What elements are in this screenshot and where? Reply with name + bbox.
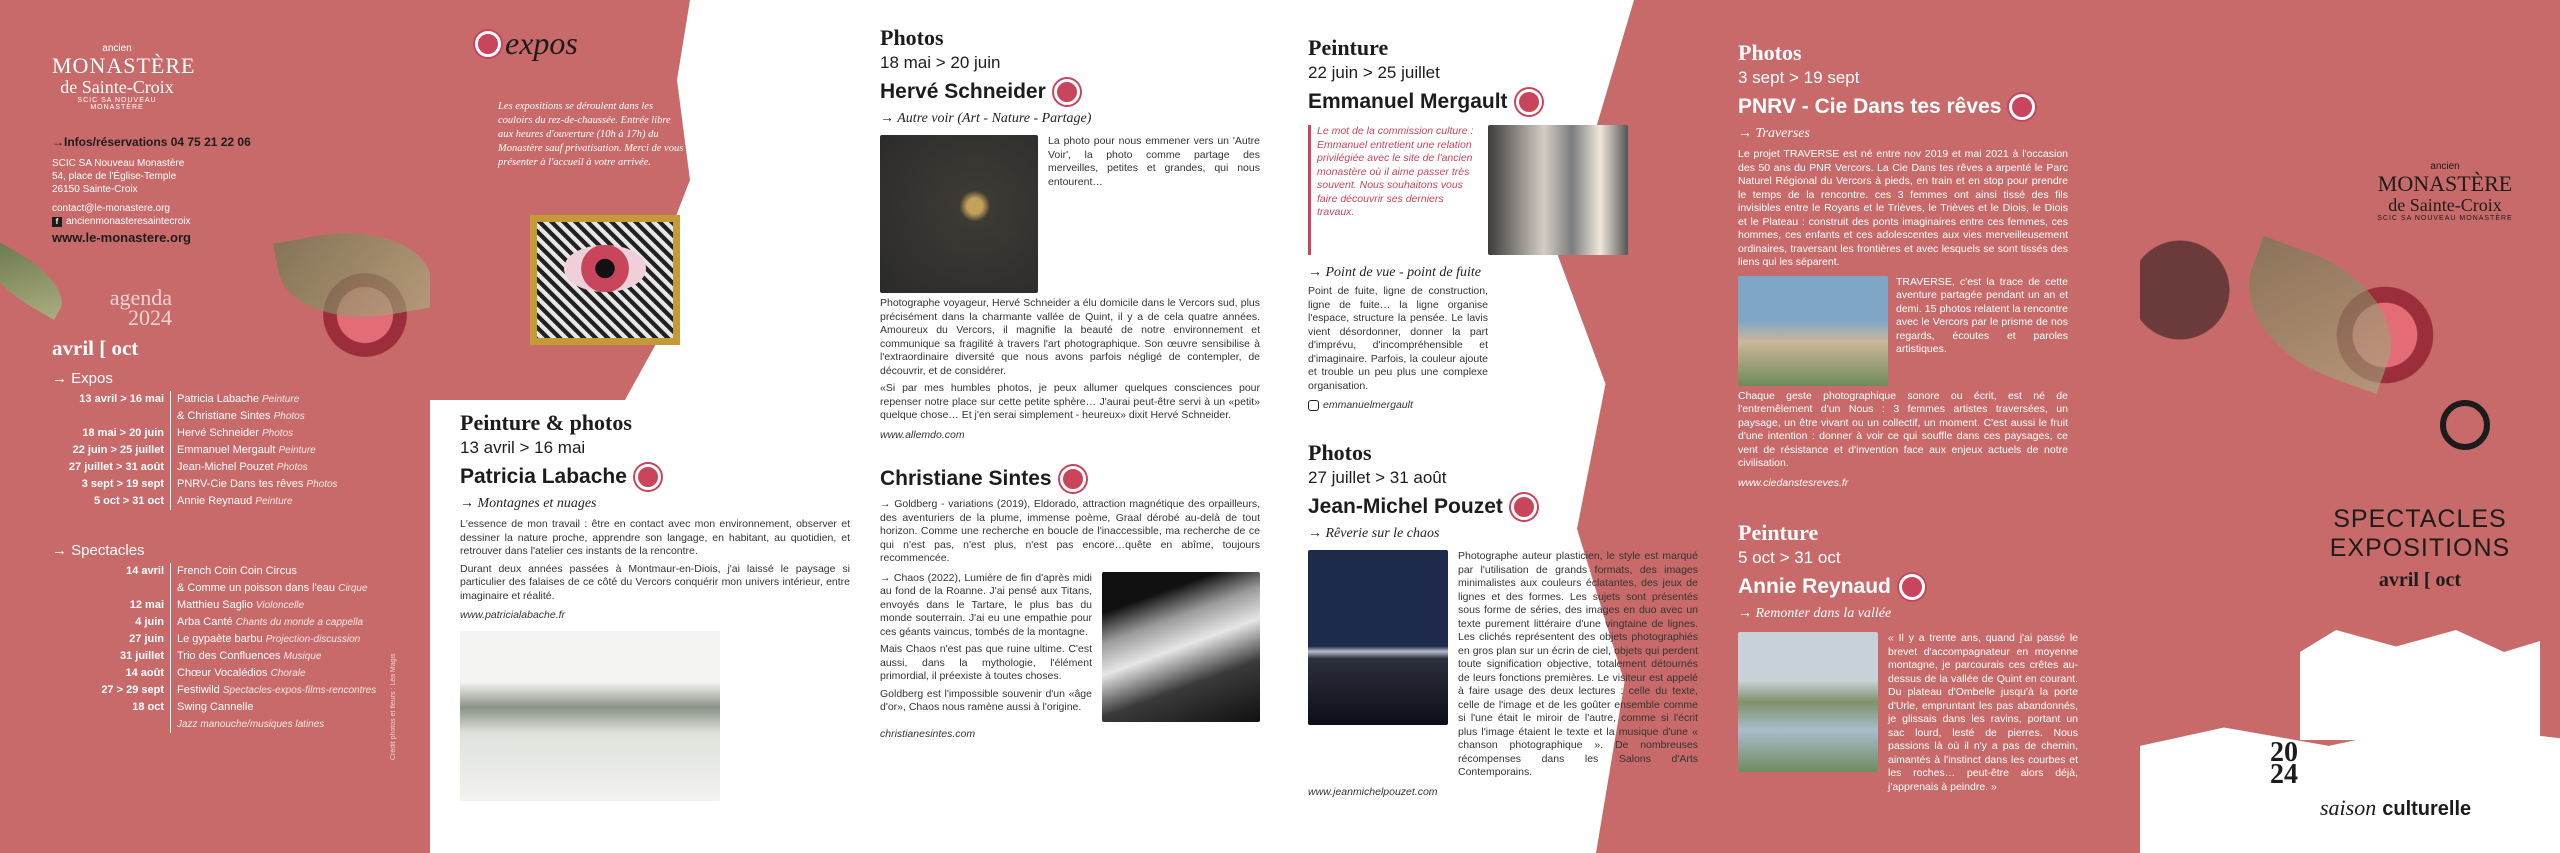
flower-icon: [475, 31, 501, 57]
section-head: Peinture: [1738, 520, 1819, 545]
agenda-entry: [170, 682, 376, 699]
artwork-subtitle: → Montagnes et nuages: [460, 496, 597, 511]
valley-painting: [1738, 632, 1878, 772]
agenda-row: [52, 493, 392, 510]
agenda-entry: [170, 597, 304, 614]
artist-url[interactable]: www.patricialabache.fr: [460, 609, 566, 621]
agenda-category: Chorale: [270, 668, 306, 679]
agenda-row: [52, 665, 392, 682]
agenda-category: Projection-discussion: [265, 634, 361, 645]
agenda-name: Arba Canté: [177, 616, 233, 628]
artist-name-label: Christiane Sintes: [880, 467, 1052, 490]
annie-section: [1738, 520, 2078, 794]
agenda-date: 27 > 29 sept: [101, 684, 164, 696]
artist-text: Photographe auteur plasticien, le style est marqué par l'utilisation de grands formats, des images minimalistes aux couleurs éclatantes, des jeux de lignes et des formes. Les sujets sont présentés sous forme de séries, des images en duo avec un texte purement littéraire d'une vingtaine de lignes. Les clichés représentent des objets photographiés en gros plan sur un écrin de ciel, objets qui perdent toute signification objective, totalement détournés de leurs fonctions premières. Le visiteur est appelé à faire usage des deux lectures : celle du texte, celle de l'image et de les goûter ensemble comme si l'une était le miroir de l'autre, comme si l'écrit plus l'image étaient le texte et la musique d'une « chanson photographique ». De nombreuses récompenses dans les Salons d'Arts Contemporains.: [1458, 550, 1698, 778]
flower-icon: [1060, 466, 1086, 492]
agenda-name: Swing Cannelle: [177, 701, 254, 713]
artist-text: L'essence de mon travail : être en contact avec mon environnement, observer et dessiner la nature proche, apprendre son langage, en habitant, au quotidien, et retrouver dans l'atelier ces instants de la rencontre.: [460, 518, 850, 557]
section-head: Photos: [1738, 40, 1802, 65]
agenda-name: Chœur Vocalédios: [177, 667, 268, 679]
expos-frame-image: [530, 215, 680, 345]
expos-title: → Expos: [52, 370, 113, 387]
logo-top: ancien: [102, 43, 132, 54]
emmanuel-section: [1308, 35, 1668, 411]
agenda-category: Musique: [283, 651, 322, 662]
agenda-date: 18 mai > 20 juin: [82, 427, 164, 439]
agenda-category: Photos: [262, 428, 294, 439]
expos-list: [52, 370, 392, 510]
artwork-subtitle: → Autre voir (Art - Nature - Partage): [880, 111, 1092, 126]
agenda-row: [52, 442, 392, 459]
website-link[interactable]: www.le-monastere.org: [52, 230, 191, 245]
flower-icon: [635, 464, 661, 490]
logo-sub: de Sainte-Croix: [2388, 195, 2502, 215]
agenda-date: 31 juillet: [119, 650, 164, 662]
year-top: 20: [2270, 737, 2298, 768]
agenda-entry: [170, 425, 293, 442]
jm-section: [1308, 440, 1698, 798]
agenda-date: [52, 716, 164, 733]
agenda-entry: [170, 631, 360, 648]
flower-icon: [1511, 494, 1537, 520]
agenda-name: Festiwild: [177, 684, 220, 696]
left-panel: [0, 0, 430, 853]
agenda-row: [52, 425, 392, 442]
artwork-subtitle: → Traverses: [1738, 126, 1810, 141]
agenda-name: French Coin Coin Circus: [177, 565, 297, 577]
agenda-entry: [170, 665, 306, 682]
artist-text: Goldberg est l'impossible souvenir d'un «âge d'or», Chaos nous ramène aussi à l'origine.: [880, 687, 1092, 713]
agenda-name: Le gypaète barbu: [177, 633, 263, 645]
agenda-date: 4 juin: [135, 616, 164, 628]
artist-name-label: PNRV - Cie Dans tes rêves: [1738, 95, 2002, 118]
section-date: 18 mai > 20 juin: [880, 53, 1001, 72]
section-head: Peinture: [1308, 35, 1389, 60]
painting-image: [460, 631, 720, 801]
agenda-date: 14 avril: [126, 565, 164, 577]
agenda-block: [52, 285, 172, 330]
artist-text: Mais Chaos n'est pas que ruine ultime. C'est aussi, dans la mythologie, l'élément primordial, il préexiste à toutes choses.: [880, 643, 1092, 682]
artist-name-label: Jean-Michel Pouzet: [1308, 495, 1503, 518]
scribble-decoration: [2300, 630, 2540, 740]
artist-text: Le projet TRAVERSE est né entre nov 2019 et mai 2021 à l'occasion des 50 ans du PNR Vercors. La Cie Dans tes rêves a arpenté le Parc Naturel Régional du Vercors à pieds, en train et en stop pour prendre le temps de la rencontre. ces 3 femmes ont ainsi tissé des fils invisibles entre le Royans et le Trièves, le Trièves et le Diois, le Diois et le Plateau : construit des ponts imaginaires entre ces femmes, ces hommes, ces enfants et ces adolescentes aux vies merveilleusement ordinaires, traversant les frontières et avec lesquels se sont tissés des liens qui les séparent.: [1738, 148, 2068, 268]
agenda-entry: [170, 563, 297, 580]
agenda-date: 22 juin > 25 juillet: [72, 444, 164, 456]
landscape-photo: [1738, 276, 1888, 386]
agenda-row: [52, 716, 392, 733]
artist-name: [880, 79, 1260, 105]
artist-text: → Chaos (2022), Lumière de fin d'après midi au fond de la Roanne. J'ai pensé aux Titans, envoyés dans le Tartare, le plus bas du monde souterrain. J'ai eu une empathie pour ces géants vaincus, tombés de la montagne.: [880, 571, 1092, 638]
instagram-link[interactable]: [1308, 399, 1668, 411]
artist-text: Point de fuite, ligne de construction, ligne de fuite… la ligne organise l'espace, structure la pensée. Le lavis vient désordonner, donner la part d'imprévu, d'incompréhensible et d'imaginaire. Parfois, la couleur ajoute et trouble un peu plus une complexe organisation.: [1308, 285, 1488, 392]
agenda-name: Jean-Michel Pouzet: [177, 461, 274, 473]
logo-top: ancien: [2430, 161, 2460, 172]
flower-icon: [1054, 79, 1080, 105]
cover-year: [2270, 737, 2298, 790]
agenda-range: avril [ oct: [52, 336, 139, 360]
spectacles-list: [52, 542, 392, 733]
agenda-row: [52, 631, 392, 648]
artist-text: « Il y a trente ans, quand j'ai passé le brevet d'accompagnateur en moyenne montagne, je parcourais ces crêtes au-dessus de la vallée de Quint en courant. Du plateau d'Ombelle jusqu'à la porte d'Urle, empruntant les pas abandonnés, je glissais dans les ravins, portant un sac lourd, lesté de pierres. Nous passions là où il n'y a pas de chemin, aimantés à l'instinct dans les courbes et les roches… peut-être alors déjà, j'apprenais à peindre. »: [1888, 632, 2078, 793]
agenda-row: [52, 459, 392, 476]
info-line: →Infos/réservations 04 75 21 22 06: [52, 135, 251, 149]
saison-word: saison: [2320, 795, 2377, 820]
agenda-entry: [170, 699, 253, 716]
photo-credit: Crédit photos et fleurs : Léa Magis: [390, 653, 397, 760]
facebook-label: ancienmonasteresaintecroix: [66, 216, 191, 227]
agenda-category: Photos: [276, 462, 308, 473]
agenda-entry: [170, 408, 305, 425]
year-bottom: 24: [2270, 759, 2298, 790]
section-head: Photos: [880, 25, 944, 50]
agenda-category: Cirque: [338, 583, 368, 594]
agenda-entry: [170, 442, 316, 459]
logo-main: MONASTÈRE: [52, 53, 196, 78]
artist-url[interactable]: www.allemdo.com: [880, 428, 965, 441]
ring-decoration: [2440, 400, 2490, 450]
agenda-category: Spectacles-expos-films-rencontres: [222, 685, 377, 696]
agenda-category: Peinture: [278, 445, 316, 456]
flower-icon: [2009, 94, 2035, 120]
agenda-name: Emmanuel Mergault: [177, 444, 276, 456]
artist-name: [1738, 94, 2068, 120]
section-date: 22 juin > 25 juillet: [1308, 63, 1440, 82]
agenda-row: [52, 682, 392, 699]
agenda-name: Matthieu Saglio: [177, 599, 253, 611]
agenda-name: Trio des Confluences: [177, 650, 281, 662]
agenda-name: & Christiane Sintes: [177, 410, 271, 422]
instagram-label: emmanuelmergault: [1323, 399, 1413, 411]
agenda-name: Annie Reynaud: [177, 495, 253, 507]
agenda-category: Peinture: [262, 394, 300, 405]
artist-text: La photo pour nous emmener vers un 'Autre Voir', la photo comme partage des merveilles, petites et grandes, qui nous entourent…: [1048, 135, 1260, 188]
agenda-row: [52, 597, 392, 614]
chaos-photo: [1308, 550, 1448, 725]
artwork-subtitle: → Point de vue - point de fuite: [1308, 265, 1482, 280]
agenda-entry: [170, 476, 338, 493]
expos-title: expos: [505, 25, 578, 61]
artist-text: Durant deux années passées à Montmaur-en-Diois, j'ai laissé le paysage si particulier des falaises de ce côté du Vercors conquérir mon univers intérieur, entre imaginaire et réalité.: [460, 562, 850, 602]
mid-panel: [1280, 0, 1710, 853]
chaos-photo: [1102, 572, 1260, 722]
agenda-entry: [170, 459, 308, 476]
agenda-row: [52, 580, 392, 597]
agenda-category: Jazz manouche/musiques latines: [177, 719, 325, 730]
section-date: 3 sept > 19 sept: [1738, 68, 1860, 87]
artist-url[interactable]: christianesintes.com: [880, 727, 976, 740]
agenda-category: Photos: [306, 479, 338, 490]
artist-text: «Si par mes humbles photos, je peux allumer quelques consciences pour repenser notre place sur cette petite sphère… J'aurai peut-être servi à un «petit» quelque chose… Et j'en serai simplement - heureux» dixit Hervé Schneider.: [880, 382, 1260, 421]
cover-range: avril [ oct: [2378, 569, 2462, 591]
agenda-row: [52, 563, 392, 580]
agenda-date: 5 oct > 31 oct: [93, 495, 164, 507]
agenda-date: 14 août: [125, 667, 164, 679]
expos-heading: [475, 25, 578, 62]
cover-title-line: EXPOSITIONS: [2329, 534, 2511, 562]
artist-text: TRAVERSE, c'est la trace de cette aventure partagée pendant un an et demi. 15 photos relatent la rencontre avec le Vercors par le prisme de nos regards, écoutes et paroles artistiques.: [1896, 275, 2068, 355]
agenda-name: Patricia Labache: [177, 393, 259, 405]
agenda-name: PNRV-Cie Dans tes rêves: [177, 478, 304, 490]
herve-section: [880, 25, 1260, 441]
agenda-row: [52, 648, 392, 665]
agenda-date: 13 avril > 16 mai: [79, 393, 164, 405]
agenda-date: 27 juin: [129, 633, 164, 645]
artist-name-label: Annie Reynaud: [1738, 575, 1891, 598]
cover-saison: [2320, 795, 2471, 821]
culturelle-word: culturelle: [2382, 798, 2472, 820]
artist-name: [1738, 574, 2078, 600]
address-line: 26150 Sainte-Croix: [52, 184, 138, 195]
christiane-section: [880, 460, 1260, 740]
agenda-entry: [170, 391, 299, 408]
artist-url[interactable]: www.jeanmichelpouzet.com: [1308, 785, 1438, 798]
artwork-subtitle: → Remonter dans la vallée: [1738, 606, 1892, 621]
cover-title-line: SPECTACLES: [2333, 505, 2507, 533]
artist-name-label: Patricia Labache: [460, 465, 627, 488]
cover-logo: [2370, 160, 2520, 222]
agenda-entry: [170, 648, 321, 665]
instagram-icon: [1308, 400, 1319, 411]
right-info-panel: [1710, 0, 2140, 853]
agenda-date: [52, 580, 164, 597]
section-head: Peinture & photos: [460, 410, 632, 435]
email-link[interactable]: contact@le-monastere.org: [52, 203, 170, 214]
agenda-entry: [170, 493, 293, 510]
flower-icon: [1899, 574, 1925, 600]
agenda-category: Chants du monde a cappella: [235, 617, 364, 628]
address: [52, 157, 312, 196]
insect-photo: [880, 135, 1038, 293]
section-date: 5 oct > 31 oct: [1738, 548, 1841, 567]
agenda-row: [52, 699, 392, 716]
address-line: 54, place de l'Église-Temple: [52, 171, 177, 182]
eye-art: [564, 245, 646, 291]
agenda-row: [52, 476, 392, 493]
logo-tag: SCIC SA NOUVEAU MONASTÈRE: [77, 97, 157, 111]
spectacles-title: → Spectacles: [52, 542, 145, 559]
agenda-date: [52, 408, 164, 425]
artist-text: → Goldberg - variations (2019), Eldorado, attraction magnétique des orpailleurs, des aventuriers de la plume, immense poème, Graal dérobé au-delà de tout horizon. Comme une recherche en boucle de l'inaccessible, ma recherche de ce qui n'est pas, n'est plus, n'est pas encore…quête en abîme, toujours recommencée.: [880, 498, 1260, 564]
cover-title: [2300, 505, 2540, 592]
address-line: SCIC SA Nouveau Monastère: [52, 158, 185, 169]
agenda-entry: [170, 614, 363, 631]
agenda-row: [52, 391, 392, 408]
artist-name: [880, 466, 1260, 492]
artist-name: [1308, 494, 1698, 520]
agenda-category: Photos: [273, 411, 305, 422]
artist-name-label: Emmanuel Mergault: [1308, 90, 1508, 113]
agenda-category: Peinture: [255, 496, 293, 507]
section-date: 27 juillet > 31 août: [1308, 468, 1447, 487]
artwork-subtitle: → Rêverie sur le chaos: [1308, 526, 1440, 541]
expos-panel: [430, 0, 1280, 853]
agenda-date: 18 oct: [132, 701, 164, 713]
agenda-date: 12 mai: [129, 599, 164, 611]
flower-icon: [1516, 89, 1542, 115]
agenda-entry: [170, 580, 368, 597]
artist-name-label: Hervé Schneider: [880, 80, 1046, 103]
city-painting: [1488, 125, 1628, 255]
facebook-link[interactable]: [52, 215, 312, 228]
agenda-date: 3 sept > 19 sept: [81, 478, 164, 490]
logo-main: MONASTÈRE: [2377, 171, 2513, 196]
agenda-year: 2024: [128, 305, 172, 330]
logo-tag: SCIC SA NOUVEAU MONASTÈRE: [2377, 215, 2513, 222]
cover-panel: [2140, 0, 2560, 853]
section-date: 13 avril > 16 mai: [460, 438, 586, 457]
agenda-category: Violoncelle: [255, 600, 305, 611]
agenda-row: [52, 408, 392, 425]
agenda-date: 27 juillet > 31 août: [68, 461, 164, 473]
agenda-title: agenda: [109, 285, 172, 310]
logo: [52, 42, 196, 111]
artist-text: Photographe voyageur, Hervé Schneider a élu domicile dans le Vercors sud, plus précisément dans la charmante vallée de Quint, il y a de cela quatre années. Amoureux du Vercors, il magnifie la beauté de notre environnement et communique sa fragilité à travers l'art photographique. Son œuvre sensibilise à l'extraordinaire diversité que nous avons parfois négligé de contempler, de découvrir, et de considérer.: [880, 297, 1260, 377]
artist-name: [460, 464, 850, 490]
artist-url[interactable]: www.ciedanstesreves.fr: [1738, 476, 1849, 489]
artist-name: [1308, 89, 1668, 115]
section-head: Photos: [1308, 440, 1372, 465]
agenda-row: [52, 614, 392, 631]
agenda-name: & Comme un poisson dans l'eau: [177, 582, 336, 594]
patricia-section: [460, 410, 850, 801]
pnrv-section: [1738, 40, 2068, 489]
expos-intro: Les expositions se déroulent dans les couloirs du rez-de-chaussée. Entrée libre aux heures d'ouverture (10h à 17h) du Monastère sauf privatisation. Merci de vous présenter à l'accueil à votre arrivée.: [498, 101, 684, 168]
facebook-icon: f: [52, 217, 62, 227]
logo-sub: de Sainte-Croix: [60, 77, 174, 97]
agenda-name: Hervé Schneider: [177, 427, 259, 439]
artist-text: Chaque geste photographique sonore ou écrit, est né de l'entremêlement d'un Nous : 3 femmes artistes traversées, un paysage, un être vivant ou un collectif, un moment. C'est aussi le fruit d'une intention : donner à voir ce qui souffle dans ces paysages, ce vent de résistance et d'invention face aux enjeux actuels de notre civilisation.: [1738, 389, 2068, 469]
commission-quote: Le mot de la commission culture : Emmanuel entretient une relation privilégiée avec le site de l'ancien monastère où il aime passer très souvent. Nous souhaitons vous faire découvrir ses derniers travaux.: [1308, 125, 1480, 255]
agenda-entry: [170, 716, 324, 733]
